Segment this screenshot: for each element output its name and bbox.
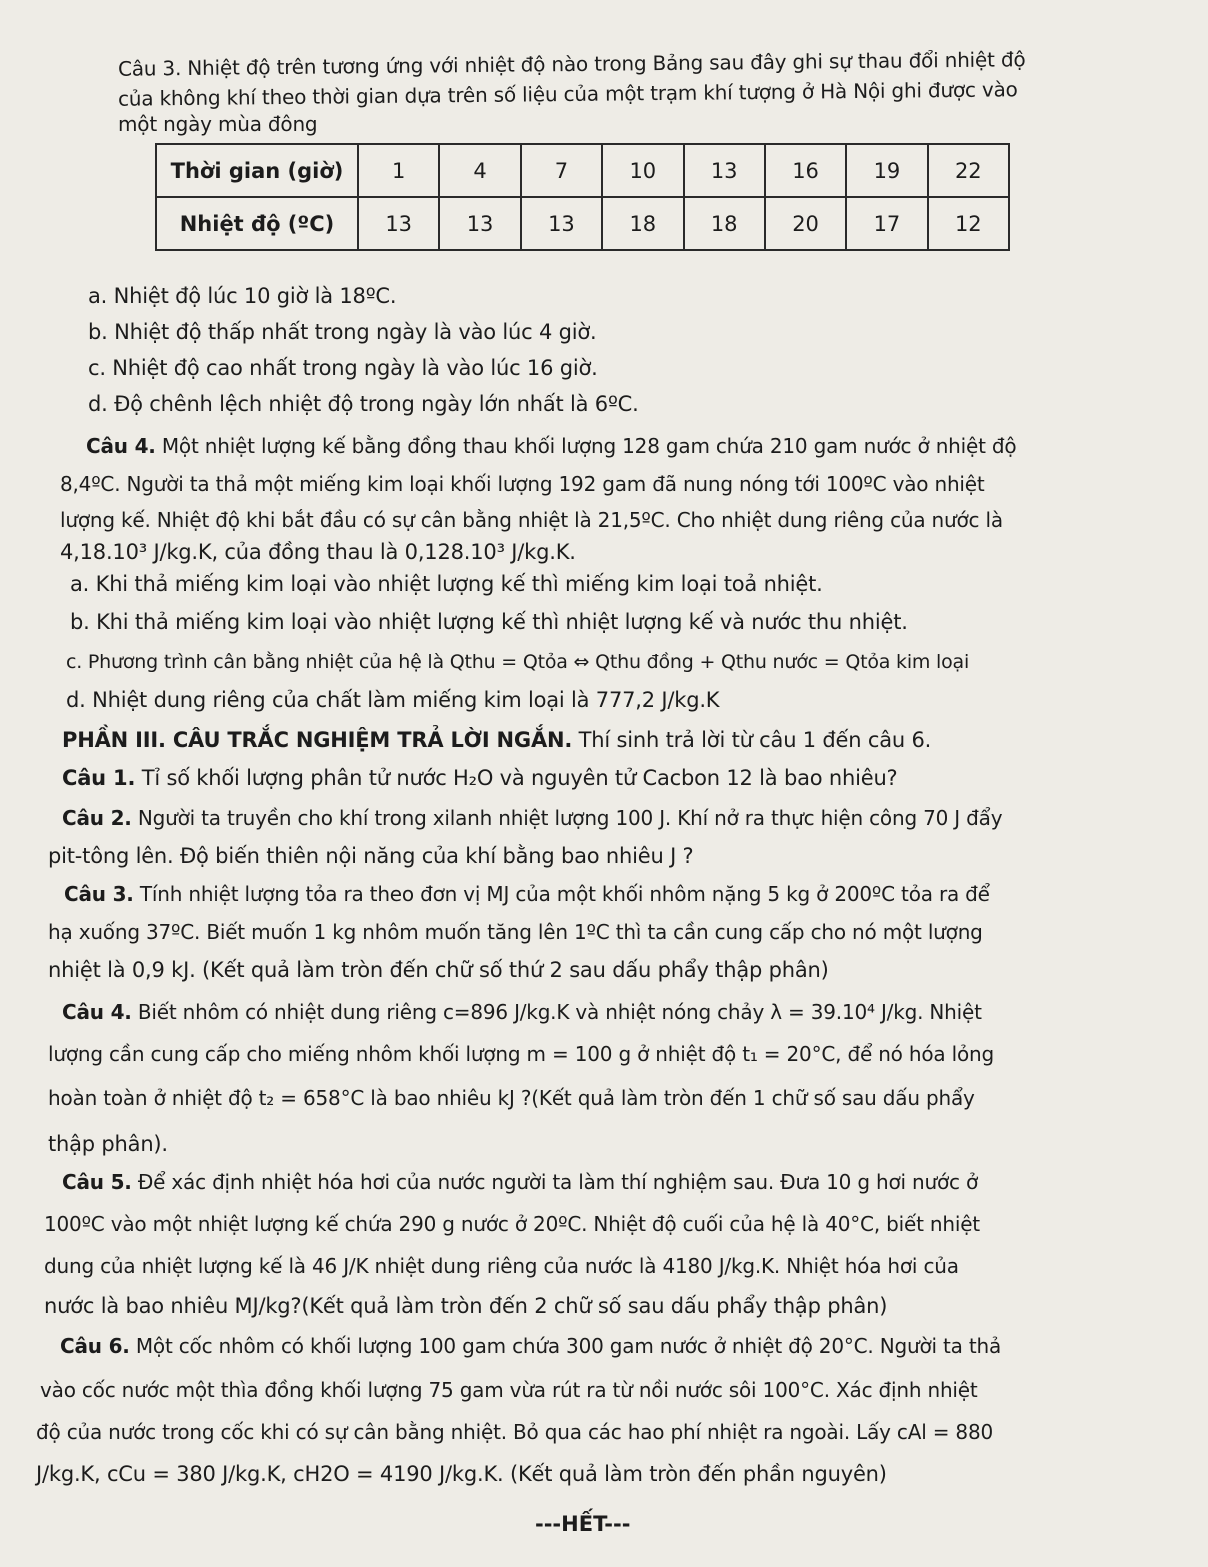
- table-cell: 18: [684, 197, 765, 250]
- q3-option-a: a. Nhiệt độ lúc 10 giờ là 18ºC.: [88, 284, 397, 308]
- q4-option-a: a. Khi thả miếng kim loại vào nhiệt lượng kế thì miếng kim loại toả nhiệt.: [70, 572, 823, 596]
- table-cell: 18: [602, 197, 683, 250]
- c6-line-2: vào cốc nước một thìa đồng khối lượng 75 gam vừa rút ra từ nồi nước sôi 100°C. Xác định nhiệt: [40, 1378, 978, 1402]
- table-cell: 22: [928, 144, 1009, 197]
- table-cell: 4: [439, 144, 520, 197]
- table-cell: 19: [846, 144, 927, 197]
- end-marker: ---HẾT---: [535, 1512, 631, 1536]
- q4-line-1: Câu 4. Một nhiệt lượng kế bằng đồng thau khối lượng 128 gam chứa 210 gam nước ở nhiệt độ: [86, 434, 1017, 458]
- table-cell: 13: [358, 197, 439, 250]
- c4-line-2: lượng cần cung cấp cho miếng nhôm khối lượng m = 100 g ở nhiệt độ t₁ = 20°C, để nó hóa lỏng: [48, 1042, 994, 1066]
- c2-line-2: pit-tông lên. Độ biến thiên nội năng của khí bằng bao nhiêu J ?: [48, 844, 694, 868]
- c6-line-3: độ của nước trong cốc khi có sự cân bằng nhiệt. Bỏ qua các hao phí nhiệt ra ngoài. Lấy cAl = 880: [36, 1420, 994, 1444]
- table-row: [156, 197, 1009, 250]
- q4-option-d: d. Nhiệt dung riêng của chất làm miếng kim loại là 777,2 J/kg.K: [66, 688, 720, 712]
- question-number: Câu 3.: [64, 882, 134, 906]
- part3-title: PHẦN III. CÂU TRẮC NGHIỆM TRẢ LỜI NGẮN.: [62, 728, 573, 752]
- c5-line-4: nước là bao nhiêu MJ/kg?(Kết quả làm tròn đến 2 chữ số sau dấu phẩy thập phân): [44, 1294, 888, 1318]
- question-number: Câu 4.: [62, 1000, 132, 1024]
- c5-line-1: Câu 5. Để xác định nhiệt hóa hơi của nước người ta làm thí nghiệm sau. Đưa 10 g hơi nước ở: [62, 1170, 979, 1194]
- c6-line-4: J/kg.K, cCu = 380 J/kg.K, cH2O = 4190 J/kg.K. (Kết quả làm tròn đến phần nguyên): [36, 1462, 887, 1486]
- q3-line-3: một ngày mùa đông: [118, 112, 318, 136]
- table-header-temperature: Nhiệt độ (ºC): [156, 197, 358, 250]
- q3-option-b: b. Nhiệt độ thấp nhất trong ngày là vào lúc 4 giờ.: [88, 320, 597, 344]
- table-cell: 12: [928, 197, 1009, 250]
- table-cell: 17: [846, 197, 927, 250]
- q4-line-4: 4,18.10³ J/kg.K, của đồng thau là 0,128.10³ J/kg.K.: [60, 540, 576, 564]
- c3-line-2: hạ xuống 37ºC. Biết muốn 1 kg nhôm muốn tăng lên 1ºC thì ta cần cung cấp cho nó một lượng: [48, 920, 983, 944]
- table-cell: 1: [358, 144, 439, 197]
- question-number: Câu 6.: [60, 1334, 130, 1358]
- q3-text-1: Câu 3. Nhiệt độ trên tương ứng với nhiệt độ nào trong Bảng sau đây ghi sự thau đổi nhiệt độ: [117, 47, 1026, 81]
- temperature-table: [155, 143, 1010, 251]
- table-cell: 10: [602, 144, 683, 197]
- c5-line-3: dung của nhiệt lượng kế là 46 J/K nhiệt dung riêng của nước là 4180 J/kg.K. Nhiệt hóa hơi của: [44, 1254, 959, 1278]
- c6-line-1: Câu 6. Một cốc nhôm có khối lượng 100 gam chứa 300 gam nước ở nhiệt độ 20°C. Người ta thả: [60, 1334, 1002, 1358]
- c5-line-2: 100ºC vào một nhiệt lượng kế chứa 290 g nước ở 20ºC. Nhiệt độ cuối của hệ là 40°C, biết nhiệt: [44, 1212, 980, 1236]
- q4-line-3: lượng kế. Nhiệt độ khi bắt đầu có sự cân bằng nhiệt là 21,5ºC. Cho nhiệt dung riêng của nước là: [60, 508, 1003, 532]
- c1-line: Câu 1. Tỉ số khối lượng phân tử nước H₂O và nguyên tử Cacbon 12 là bao nhiêu?: [62, 766, 898, 790]
- q3-line-2: của không khí theo thời gian dựa trên số liệu của một trạm khí tượng ở Hà Nội ghi được vào: [117, 77, 1018, 111]
- question-number: Câu 4.: [86, 434, 156, 458]
- c4-line-4: thập phân).: [48, 1132, 168, 1156]
- c4-line-1: Câu 4. Biết nhôm có nhiệt dung riêng c=896 J/kg.K và nhiệt nóng chảy λ = 39.10⁴ J/kg. Nhiệt: [62, 1000, 982, 1024]
- question-number: Câu 1.: [62, 766, 136, 790]
- q3-option-c: c. Nhiệt độ cao nhất trong ngày là vào lúc 16 giờ.: [88, 356, 598, 380]
- q4-option-b: b. Khi thả miếng kim loại vào nhiệt lượng kế thì nhiệt lượng kế và nước thu nhiệt.: [70, 610, 908, 634]
- c2-line-1: Câu 2. Người ta truyền cho khí trong xilanh nhiệt lượng 100 J. Khí nở ra thực hiện công 70 J đẩy: [62, 806, 1003, 830]
- table-header-time: Thời gian (giờ): [156, 144, 358, 197]
- c4-line-3: hoàn toàn ở nhiệt độ t₂ = 658°C là bao nhiêu kJ ?(Kết quả làm tròn đến 1 chữ số sau dấu phẩy: [48, 1086, 975, 1110]
- q3-option-d: d. Độ chênh lệch nhiệt độ trong ngày lớn nhất là 6ºC.: [88, 392, 639, 416]
- table-cell: 13: [439, 197, 520, 250]
- table-cell: 13: [521, 197, 602, 250]
- part3-heading: [62, 726, 931, 754]
- question-number: Câu 2.: [62, 806, 132, 830]
- c3-line-1: Câu 3. Tính nhiệt lượng tỏa ra theo đơn vị MJ của một khối nhôm nặng 5 kg ở 200ºC tỏa ra để: [64, 882, 990, 906]
- part3-instruction: Thí sinh trả lời từ câu 1 đến câu 6.: [572, 728, 932, 752]
- table-row: [156, 144, 1009, 197]
- table-cell: 16: [765, 144, 846, 197]
- table-cell: 13: [684, 144, 765, 197]
- table-cell: 20: [765, 197, 846, 250]
- c3-line-3: nhiệt là 0,9 kJ. (Kết quả làm tròn đến chữ số thứ 2 sau dấu phẩy thập phân): [48, 958, 829, 982]
- q4-option-c: c. Phương trình cân bằng nhiệt của hệ là Qthu = Qtỏa ⇔ Qthu đồng + Qthu nước = Qtỏa kim loại: [66, 651, 970, 673]
- question-number: Câu 5.: [62, 1170, 132, 1194]
- table-cell: 7: [521, 144, 602, 197]
- q4-line-2: 8,4ºC. Người ta thả một miếng kim loại khối lượng 192 gam đã nung nóng tới 100ºC vào nhiệt: [60, 472, 985, 496]
